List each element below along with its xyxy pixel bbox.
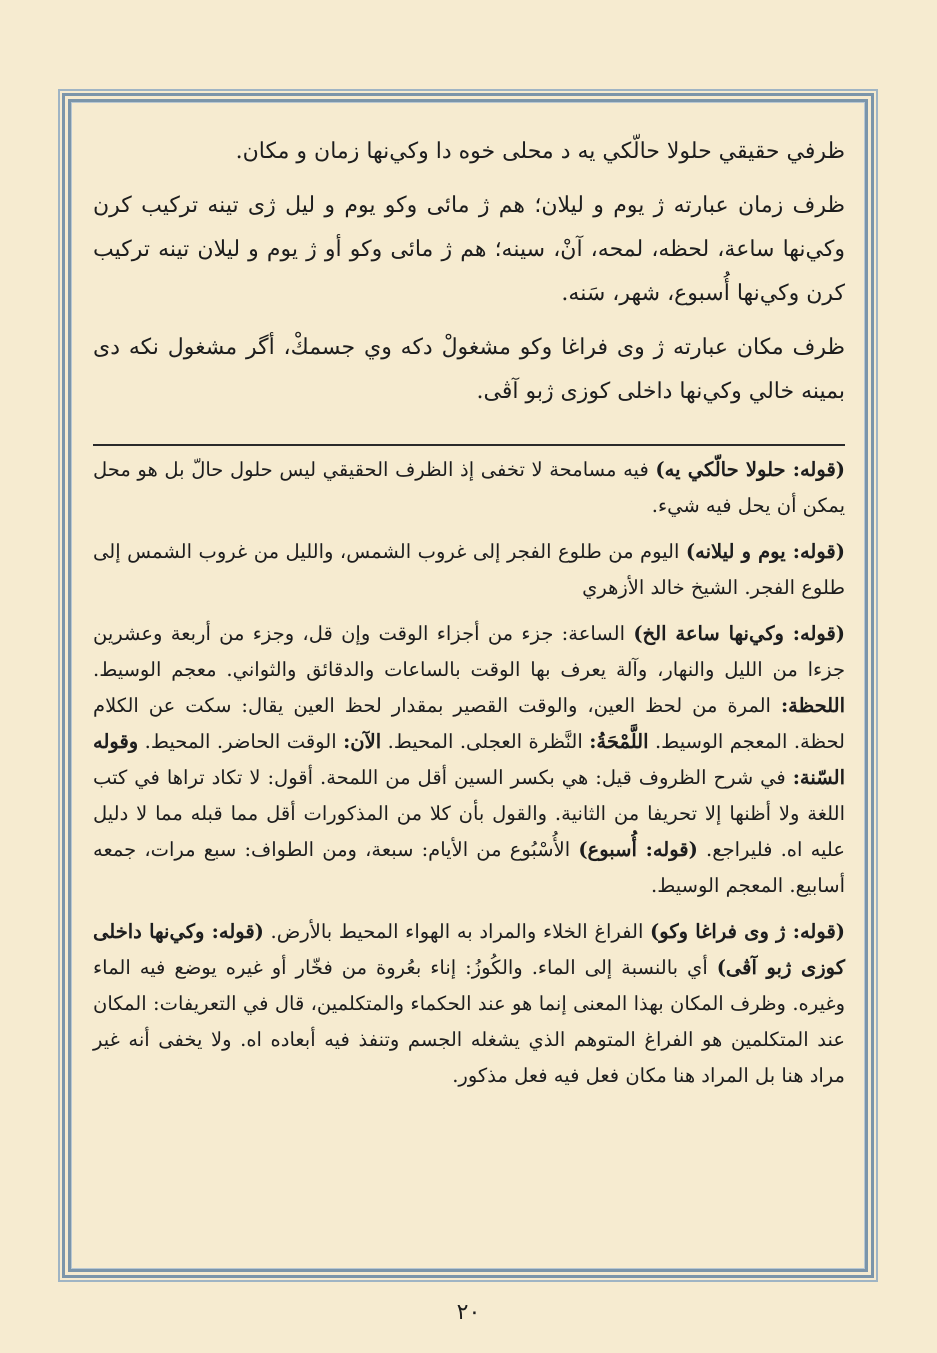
footnote-3-term-lamha: اللَّمْحَةُ: <box>589 730 649 753</box>
footnote-3-text-3: النَّظرة العجلى. المحيط. <box>381 730 590 753</box>
page-content <box>93 130 845 1104</box>
footnote-3 <box>93 616 845 904</box>
main-paragraph-1: ظرفي حقيقي حلولا حالّكي يه د محلى خوه دا وكي‌نها زمان و مكان. <box>235 139 845 164</box>
main-paragraph-3: ظرف مكان عبارته ژ وى فراغا وكو مشغولْ دكه وي جسمكْ، أگر مشغول نكه دى بمينه خالي وكي‌نها داخلى كوزى ژبو آڤى. <box>93 335 845 404</box>
footnote-2-text: اليوم من طلوع الفجر إلى غروب الشمس، والليل من غروب الشمس إلى طلوع الفجر. الشيخ خالد الأزهري <box>93 540 845 599</box>
footnote-3-text: الساعة: جزء من أجزاء الوقت وإن قل، وجزء من أربعة وعشرين جزءا من الليل والنهار، وآلة يعرف بها الوقت بالساعات والدقائق والثواني. معجم الوسيط. <box>93 622 845 681</box>
footnote-1-heading: (قوله: حلولا حالّكي يه) <box>655 458 845 481</box>
footnote-1 <box>93 452 845 524</box>
page-number: ٢٠ <box>456 1300 481 1325</box>
footnote-3-heading: (قوله: وكي‌نها ساعة الخ) <box>633 622 846 645</box>
footnote-4-text: الفراغ الخلاء والمراد به الهواء المحيط بالأرض. <box>263 920 651 943</box>
footnote-3-term-lahza: اللحظة: <box>780 694 845 717</box>
footnote-1-text: فيه مسامحة لا تخفى إذ الظرف الحقيقي ليس حلول حالّ بل هو محل يمكن أن يحل فيه شيء. <box>93 458 845 517</box>
footnote-3-term-usbu: (قوله: أُسبوع) <box>578 838 698 861</box>
footnote-4-heading-2: (قوله: وكي‌نها داخلى كوزى ژبو آڤى) <box>93 920 845 979</box>
page-border-frame <box>62 93 874 1278</box>
footnote-3-text-4: الوقت الحاضر. المحيط. <box>138 730 344 753</box>
main-paragraph-2: ظرف زمان عبارته ژ يوم و ليلان؛ هم ژ مائى وكو يوم و ليل ژى تينه تركيب كرن وكي‌نها ساعة، لحظه، لمحه، آنْ، سينه؛ هم ژ مائى وكو أو ژ يوم و ليلان تينه تركيب كرن وكي‌نها أُسبوع، شهر، سَنه. <box>93 193 845 306</box>
footnote-4-heading: (قوله: ژ وى فراغا وكو) <box>650 920 845 943</box>
footnote-divider <box>93 444 845 446</box>
footnote-3-text-6: الأُسْبُوع من الأيام: سبعة، ومن الطواف: سبع مرات، جمعه أسابيع. المعجم الوسيط. <box>93 838 845 897</box>
footnote-3-term-aan: الآن: <box>343 730 382 753</box>
footnote-4 <box>93 914 845 1094</box>
footnote-4-text-2: أي بالنسبة إلى الماء. والكُوزُ: إناء بعُروة من فخّار أو غيره يوضع فيه الماء وغيره. وظرف المكان بهذا المعنى إنما هو عند الحكماء والمتكلمين، قال في التعريفات: المكان عند المتكلمين هو الفراغ المتوهم الذي يشغله الجسم وتنفذ فيه أبعاده اه. ولا يخفى أنه غير مراد هنا بل المراد هنا مكان فعل فيه فعل مذكور. <box>93 956 845 1087</box>
footnote-3-text-5: في شرح الظروف قيل: هي بكسر السين أقل من اللمحة. أقول: لا تكاد تراها في كتب اللغة ولا أظنها إلا تحريفا من الثانية. والقول بأن كلا من المذكورات أقل مما قبله مما لا دليل عليه اه. فليراجع. <box>93 766 845 861</box>
footnote-3-text-2: المرة من لحظ العين، والوقت القصير بمقدار لحظ العين يقال: سكت عن الكلام لحظة. المعجم الوسيط. <box>93 694 846 753</box>
footnote-2 <box>93 534 845 606</box>
footnote-2-heading: (قوله: يوم و ليلانه) <box>685 540 845 563</box>
footnote-3-term-sina: وقوله السّنة: <box>93 730 845 789</box>
